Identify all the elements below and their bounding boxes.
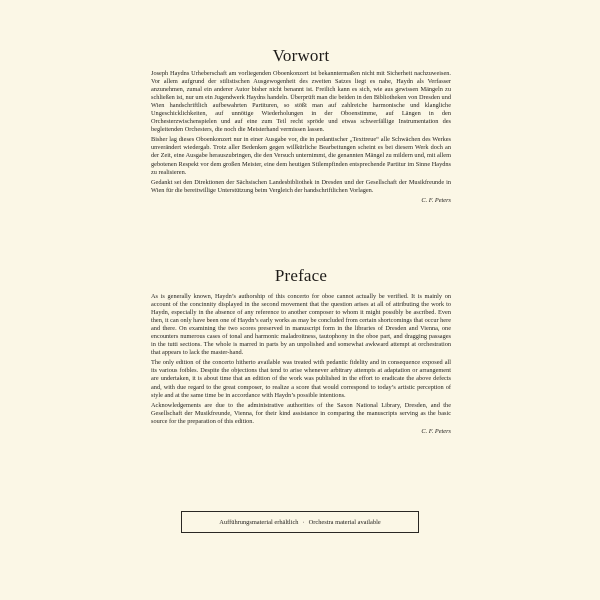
vorwort-title: Vorwort <box>272 46 330 65</box>
orchestra-material-notice <box>181 511 419 533</box>
vorwort-section <box>151 70 451 205</box>
preface-paragraph: As is generally known, Haydn’s authorship of this concerto for oboe cannot actually be verified. It is mainly on account of the concinnity displayed in the second movement that the question arises at all of attributing the work to Haydn, especially in the absence of any reference to another composer to whom it might possibly be ascribed. Even then, it can only have been one of Haydn’s early works as may be concluded from certain shortcomings that occur here and there. On examining the two scores preserved in manuscript form in the libraries of Dresden and Vienna, one encounters numerous cases of tonal and harmonic maladroitness, tautophony in the oboe part, and dragging passages in the tutti sections. The whole is marred in parts by an unpolished and somewhat awkward attempt at orchestration that appears to lack the master-hand. <box>151 293 451 357</box>
notice-english: Orchestra material available <box>308 518 381 526</box>
notice-german: Aufführungsmaterial erhältlich <box>219 518 299 526</box>
vorwort-paragraph: Gedankt sei den Direktionen der Sächsischen Landesbibliothek in Dresden und der Gesellschaft der Musikfreunde in Wien für die bereitwillige Unterstützung beim Vergleich der handschriftlichen Vorlagen. <box>151 178 451 194</box>
preface-signature: C. F. Peters <box>421 427 451 435</box>
vorwort-signature: C. F. Peters <box>421 196 451 204</box>
preface-paragraph: Acknowledgements are due to the administrative authorities of the Saxon National Library, Dresden, and the Gesellschaft der Musikfreunde, Vienna, for their kind assistance in comparing the manuscripts serving as the basic source for the preparation of this edition. <box>151 401 451 425</box>
vorwort-paragraph: Joseph Haydns Urheberschaft am vorliegenden Oboenkonzert ist bekanntermaßen nicht mit Sicherheit nachzuweisen. Vor allem aufgrund der stilistischen Ausgewogenheit des zweiten Satzes liegt es nahe, Haydn als Verfasser anzunehmen, zumal ein anderer Autor bisher nicht benannt ist. Freilich kann es sich, wie aus gewissen Mängeln zu schließen ist, nur um ein Jugendwerk Haydns handeln. Überprüft man die beiden in den Bibliotheken von Dresden und Wien handschriftlich aufbewahrten Partituren, so stößt man auf zahlreiche harmonische und klangliche Ungeschicklichkeiten, auf unnötige Wiederholungen in der Oboenstimme, auf Längen in den Orchesterzwischenspielen und auf eine zum Teil recht spröde und etwas schwerfällige Instrumentation des begleitenden Orchesters, die noch die Meisterhand vermissen lassen. <box>151 70 451 134</box>
notice-separator: · <box>302 518 305 526</box>
preface-title: Preface <box>274 266 328 285</box>
preface-section <box>151 293 451 436</box>
preface-paragraph: The only edition of the concerto hitherto available was treated with pedantic fidelity and in consequence exposed all its various foibles. Despite the objections that tend to arise whenever arbitrary attempts at adaptation or arrangement are undertaken, it is about time that an edition of the work was published in the effort to eradicate the above defects and, with due regard to the great composer, to realize a score that would correspond to today’s artistic perception of style and at the same time be in accordance with Haydn’s possible intentions. <box>151 359 451 399</box>
vorwort-paragraph: Bisher lag dieses Oboenkonzert nur in einer Ausgabe vor, die in pedantischer „Texttreue“ alle Schwächen des Werkes unverändert wiedergab. Trotz aller Bedenken gegen willkürliche Bearbeitungen scheint es bei diesem Werk doch an der Zeit, eine Ausgabe herauszubringen, die den Versuch unternimmt, die genannten Mängel zu mildern und, mit allem gebotenen Respekt vor dem großen Meister, eine dem heutigen Stilempfinden entsprechende Partitur im Sinne Haydns zu realisieren. <box>151 136 451 176</box>
